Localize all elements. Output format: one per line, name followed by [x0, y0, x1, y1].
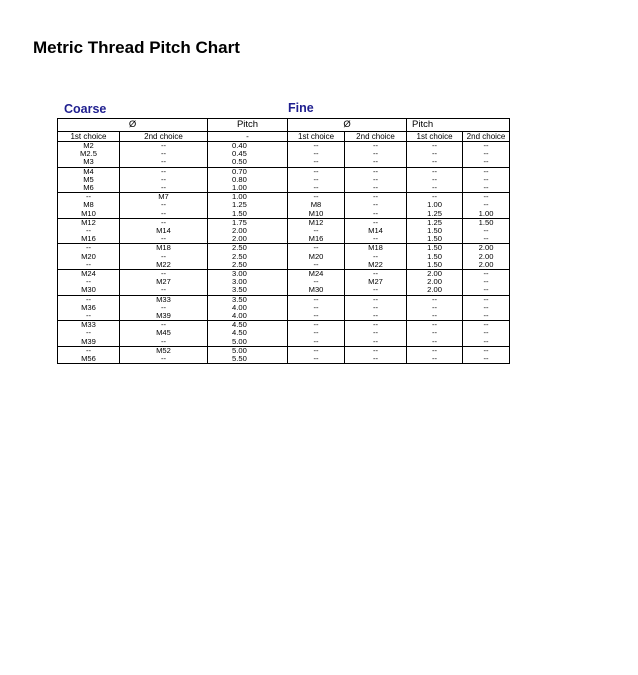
coarse-pitch-header: Pitch: [208, 119, 288, 132]
fine-second-choice-cell: M18 -- M22: [345, 244, 407, 270]
coarse-pitch-cell: 1.00 1.25 1.50: [208, 193, 288, 219]
fine-first-choice-cell: -- M20 --: [288, 244, 345, 270]
fine-first-choice-cell: M12 -- M16: [288, 218, 345, 244]
coarse-first-choice-cell: M2 M2.5 M3: [58, 142, 120, 168]
coarse-first-choice-cell: M12 -- M16: [58, 218, 120, 244]
fine-second-choice-cell: -- --: [345, 346, 407, 363]
fine-pitch-second-choice-cell: 2.00 2.00 2.00: [463, 244, 510, 270]
fine-second-choice-cell: -- M14 --: [345, 218, 407, 244]
fine-pitch-second-choice-header: 2nd choice: [463, 132, 510, 142]
table-header-row: [58, 119, 510, 132]
fine-first-choice-cell: -- --: [288, 346, 345, 363]
fine-pitch-second-choice-cell: -- -- --: [463, 270, 510, 296]
coarse-second-choice-cell: -- M27 --: [120, 270, 208, 296]
fine-second-choice-cell: -- -- --: [345, 295, 407, 321]
fine-pitch-first-choice-cell: 1.25 1.50 1.50: [407, 218, 463, 244]
coarse-second-choice-cell: M52 --: [120, 346, 208, 363]
fine-pitch-first-choice-cell: -- -- --: [407, 321, 463, 347]
fine-pitch-second-choice-cell: -- -- --: [463, 295, 510, 321]
fine-pitch-second-choice-cell: -- -- 1.00: [463, 193, 510, 219]
fine-second-choice-cell: -- M27 --: [345, 270, 407, 296]
coarse-pitch-cell: 4.50 4.50 5.00: [208, 321, 288, 347]
coarse-pitch-cell: 2.50 2.50 2.50: [208, 244, 288, 270]
table-row: [58, 167, 510, 193]
fine-first-choice-cell: -- -- --: [288, 321, 345, 347]
table-row: [58, 346, 510, 363]
table-row: [58, 244, 510, 270]
coarse-first-choice-header: 1st choice: [58, 132, 120, 142]
table-row: [58, 295, 510, 321]
table-row: [58, 142, 510, 168]
coarse-section-label: Coarse: [64, 102, 107, 116]
coarse-second-choice-cell: -- M14 --: [120, 218, 208, 244]
coarse-second-choice-cell: M7 -- --: [120, 193, 208, 219]
table-row: [58, 321, 510, 347]
fine-pitch-second-choice-cell: -- -- --: [463, 167, 510, 193]
fine-pitch-first-choice-cell: 1.50 1.50 1.50: [407, 244, 463, 270]
fine-second-choice-cell: -- -- --: [345, 167, 407, 193]
fine-second-choice-header: 2nd choice: [345, 132, 407, 142]
fine-pitch-second-choice-cell: -- -- --: [463, 142, 510, 168]
table-subheader-row: [58, 132, 510, 142]
fine-second-choice-cell: -- -- --: [345, 193, 407, 219]
coarse-first-choice-cell: M24 -- M30: [58, 270, 120, 296]
fine-pitch-first-choice-cell: -- --: [407, 346, 463, 363]
coarse-second-choice-cell: M18 -- M22: [120, 244, 208, 270]
fine-pitch-second-choice-cell: -- --: [463, 346, 510, 363]
coarse-pitch-cell: 3.00 3.00 3.50: [208, 270, 288, 296]
coarse-first-choice-cell: M4 M5 M6: [58, 167, 120, 193]
fine-pitch-header: Pitch: [407, 119, 510, 132]
coarse-first-choice-cell: -- M8 M10: [58, 193, 120, 219]
coarse-second-choice-cell: -- -- --: [120, 142, 208, 168]
coarse-pitch-cell: 0.70 0.80 1.00: [208, 167, 288, 193]
fine-first-choice-cell: -- -- --: [288, 142, 345, 168]
fine-pitch-first-choice-header: 1st choice: [407, 132, 463, 142]
table-row: [58, 270, 510, 296]
coarse-diameter-header: Ø: [58, 119, 208, 132]
coarse-pitch-cell: 5.00 5.50: [208, 346, 288, 363]
table-row: [58, 193, 510, 219]
coarse-second-choice-cell: -- -- --: [120, 167, 208, 193]
fine-pitch-first-choice-cell: -- -- --: [407, 167, 463, 193]
coarse-pitch-cell: 1.75 2.00 2.00: [208, 218, 288, 244]
fine-first-choice-header: 1st choice: [288, 132, 345, 142]
fine-pitch-second-choice-cell: -- -- --: [463, 321, 510, 347]
coarse-second-choice-cell: M33 -- M39: [120, 295, 208, 321]
coarse-pitch-cell: 0.40 0.45 0.50: [208, 142, 288, 168]
fine-second-choice-cell: -- -- --: [345, 321, 407, 347]
coarse-first-choice-cell: -- M36 --: [58, 295, 120, 321]
fine-pitch-first-choice-cell: 2.00 2.00 2.00: [407, 270, 463, 296]
coarse-first-choice-cell: -- M56: [58, 346, 120, 363]
table-row: [58, 218, 510, 244]
fine-first-choice-cell: -- -- --: [288, 167, 345, 193]
fine-pitch-first-choice-cell: -- 1.00 1.25: [407, 193, 463, 219]
fine-diameter-header: Ø: [288, 119, 407, 132]
thread-pitch-table: [57, 118, 510, 364]
fine-second-choice-cell: -- -- --: [345, 142, 407, 168]
coarse-second-choice-cell: -- M45 --: [120, 321, 208, 347]
fine-pitch-second-choice-cell: 1.50 -- --: [463, 218, 510, 244]
coarse-pitch-cell: 3.50 4.00 4.00: [208, 295, 288, 321]
fine-section-label: Fine: [288, 101, 314, 115]
fine-pitch-first-choice-cell: -- -- --: [407, 295, 463, 321]
coarse-first-choice-cell: -- M20 --: [58, 244, 120, 270]
fine-first-choice-cell: -- -- --: [288, 295, 345, 321]
fine-first-choice-cell: M24 -- M30: [288, 270, 345, 296]
fine-pitch-first-choice-cell: -- -- --: [407, 142, 463, 168]
coarse-first-choice-cell: M33 -- M39: [58, 321, 120, 347]
coarse-second-choice-header: 2nd choice: [120, 132, 208, 142]
page-title: Metric Thread Pitch Chart: [33, 38, 240, 57]
coarse-pitch-subheader: -: [208, 132, 288, 142]
fine-first-choice-cell: -- M8 M10: [288, 193, 345, 219]
